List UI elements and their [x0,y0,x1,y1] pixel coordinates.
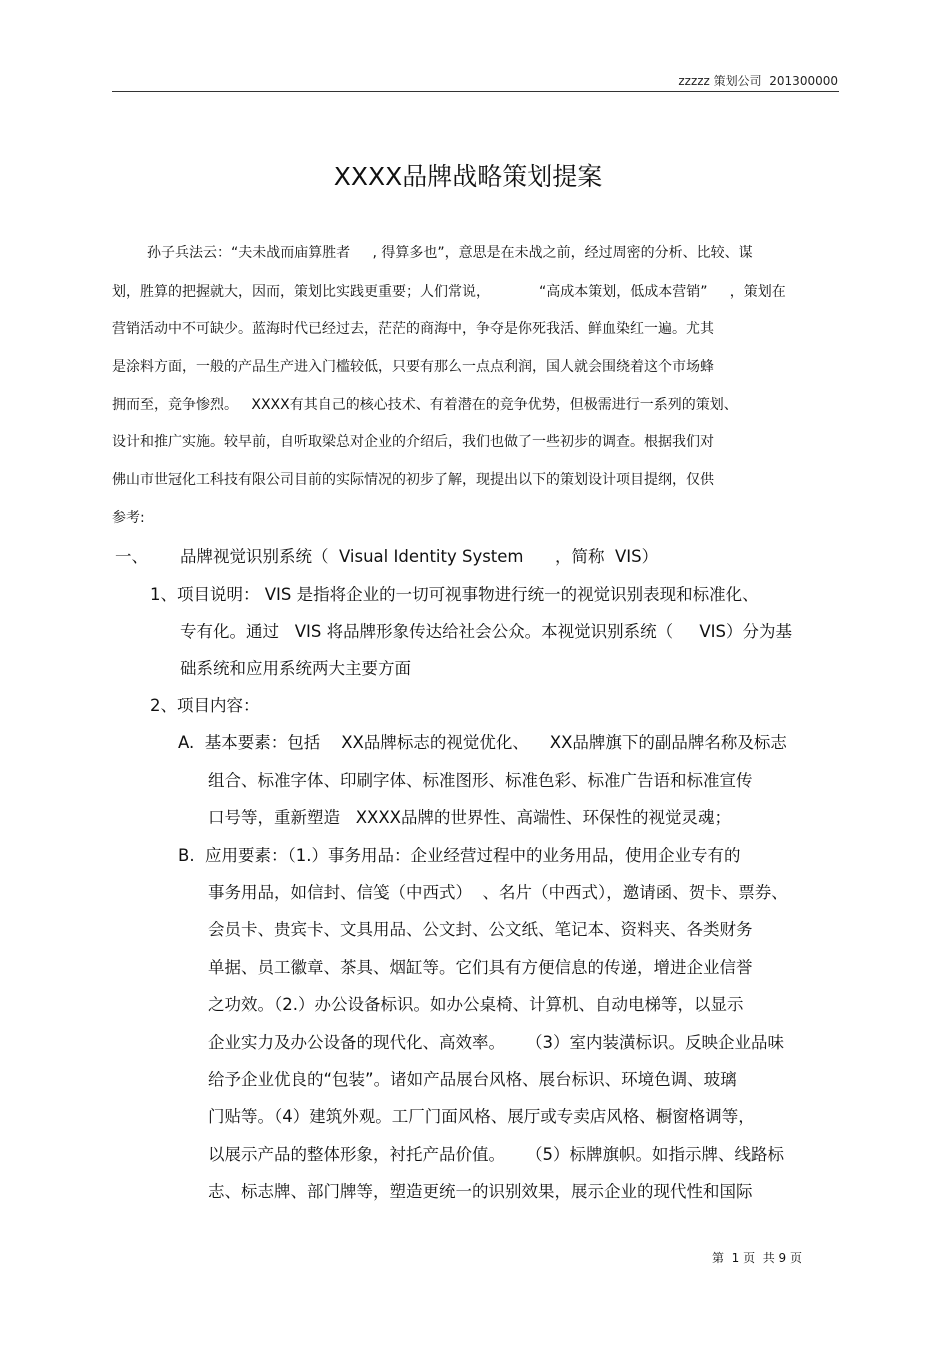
intro-line: 营销活动中不可缺少。蓝海时代已经过去，茫茫的商海中，争夺是你死我活、鲜血染红一遍。尤其 [112,321,714,337]
header-rule [112,91,839,92]
item-1-line: 础系统和应用系统两大主要方面 [180,659,411,678]
section-heading: 品牌视觉识别系统（ Visual Identity System ，简称 VIS） [180,547,659,566]
item-1-line: 专有化。通过 VIS 将品牌形象传达给社会公众。本视觉识别系统（ VIS）分为基 [180,622,792,641]
item-a-line: 口号等，重新塑造 XXXX品牌的世界性、高端性、环保性的视觉灵魂； [208,808,731,827]
page-number: 第 1 页 共 9 页 [712,1251,802,1265]
item-b-line: 之功效。（2.）办公设备标识。如办公桌椅、计算机、自动电梯等，以显示 [208,995,744,1014]
item-b-line: B. 应用要素：（1.）事务用品：企业经营过程中的业务用品，使用企业专有的 [178,846,741,865]
item-b-line: 会员卡、贵宾卡、文具用品、公文封、公文纸、笔记本、资料夹、各类财务 [208,920,753,939]
item-b-line: 单据、员工徽章、茶具、烟缸等。它们具有方便信息的传递，增进企业信誉 [208,958,753,977]
intro-line: 参考: [112,510,145,526]
page-title: XXXX品牌战略策划提案 [333,162,603,191]
item-b-line: 企业实力及办公设备的现代化、高效率。 （3）室内装潢标识。反映企业品味 [208,1033,784,1052]
section-number: 一、 [115,547,148,566]
header-company: zzzzz 策划公司 201300000 [678,74,838,88]
item-b-line: 事务用品，如信封、信笺（中西式） 、名片（中西式），邀请函、贺卡、票券、 [208,883,788,902]
item-2-label: 2、项目内容： [150,696,260,715]
item-b-line: 门贴等。（4）建筑外观。工厂门面风格、展厅或专卖店风格、橱窗格调等， [208,1107,755,1126]
intro-line: 设计和推广实施。较早前，自听取梁总对企业的介绍后，我们也做了一些初步的调查。根据我们对 [112,434,714,450]
intro-line: 拥而至，竞争惨烈。 XXXX有其自己的核心技术、有着潜在的竞争优势，但极需进行一系列的策划、 [112,397,738,413]
intro-line: 是涂料方面，一般的产品生产进入门槛较低，只要有那么一点点利润，国人就会围绕着这个市场蜂 [112,359,714,375]
intro-line: 划，胜算的把握就大，因而，策划比实践更重要；人们常说， “高成本策划，低成本营销” ，策划在 [112,284,786,300]
item-b-line: 以展示产品的整体形象，衬托产品价值。 （5）标牌旗帜。如指示牌、线路标 [208,1145,784,1164]
item-b-line: 志、标志牌、部门牌等，塑造更统一的识别效果，展示企业的现代性和国际 [208,1182,753,1201]
item-1-line: 1、项目说明： VIS 是指将企业的一切可视事物进行统一的视觉识别表现和标准化、 [150,585,759,604]
intro-line: 佛山市世冠化工科技有限公司目前的实际情况的初步了解，现提出以下的策划设计项目提纲，仅供 [112,472,714,488]
intro-line: 孙子兵法云：“夫未战而庙算胜者 , 得算多也”，意思是在未战之前，经过周密的分析、比较、谋 [147,245,753,261]
item-b-line: 给予企业优良的“包装”。诸如产品展台风格、展台标识、环境色调、玻璃 [208,1070,737,1089]
item-a-line: 组合、标准字体、印刷字体、标准图形、标准色彩、标准广告语和标准宣传 [208,771,753,790]
item-a-line: A. 基本要素：包括 XX品牌标志的视觉优化、 XX品牌旗下的副品牌名称及标志 [178,733,787,752]
